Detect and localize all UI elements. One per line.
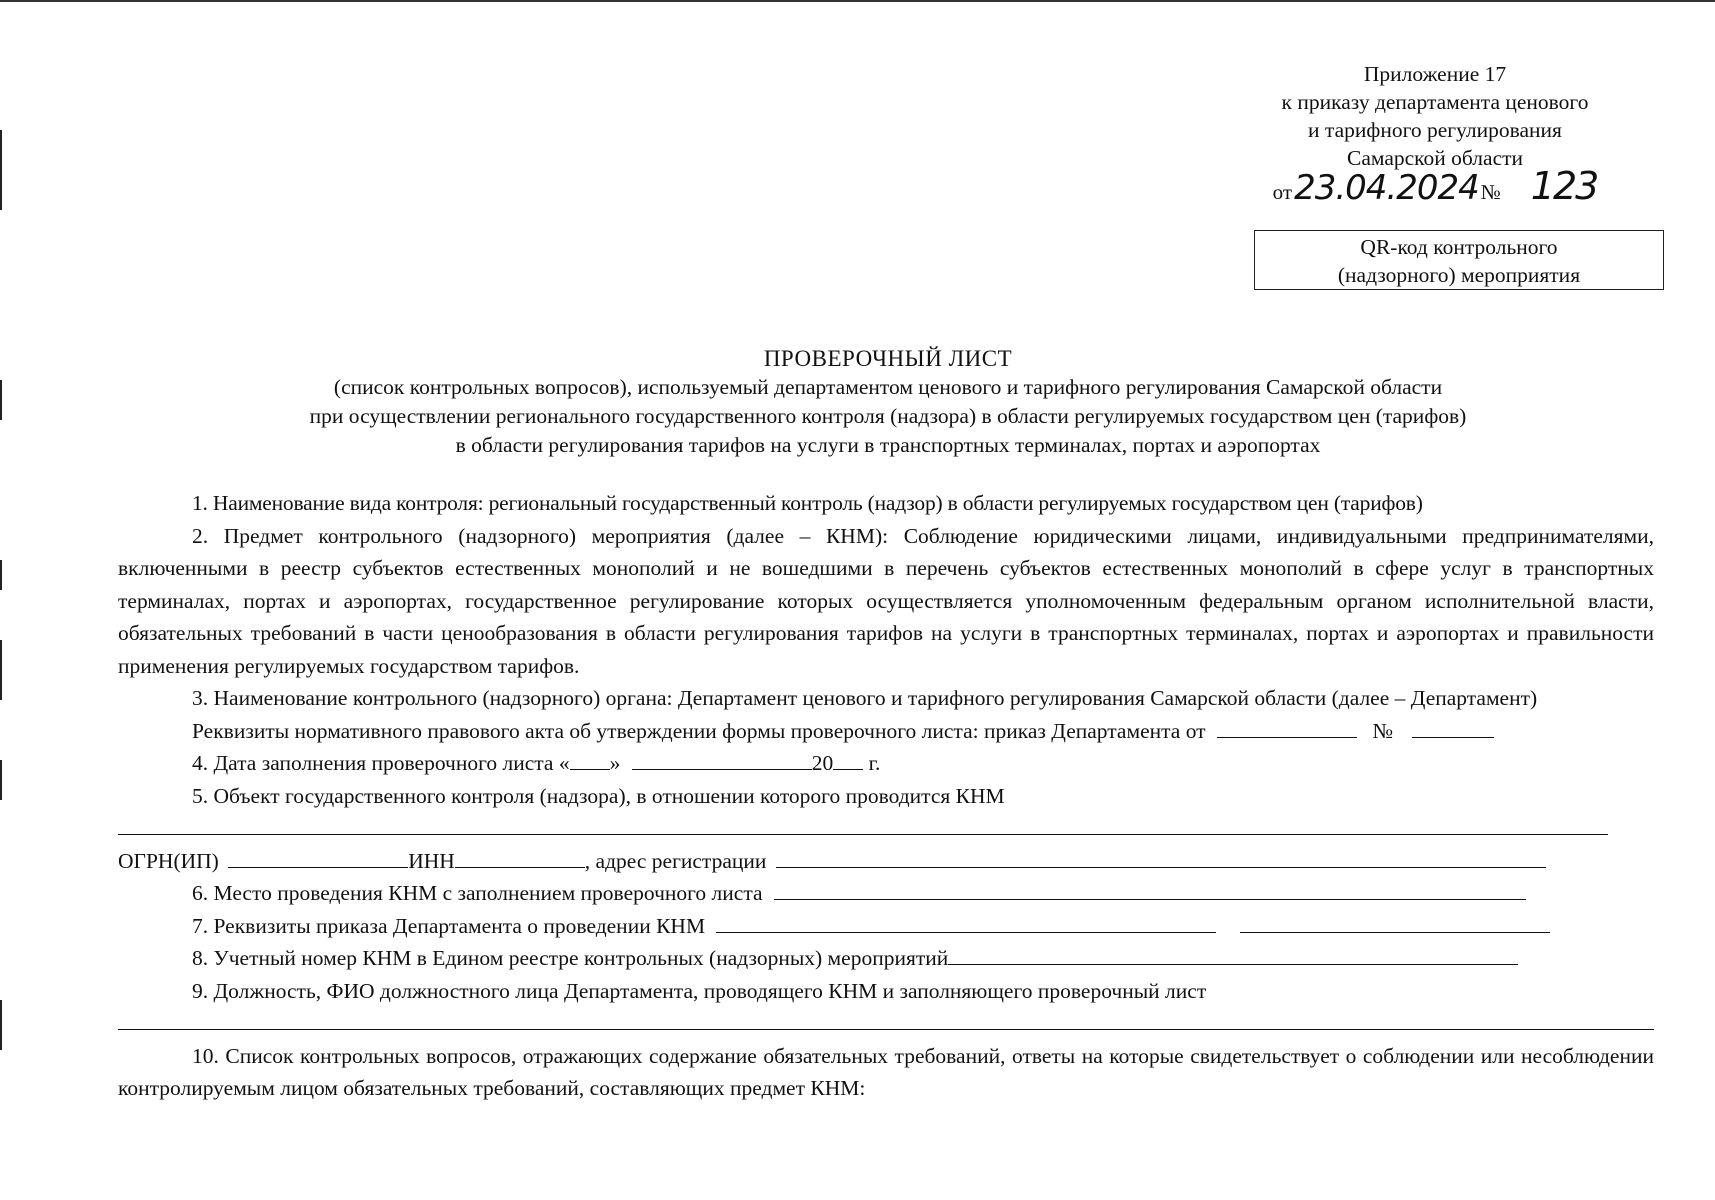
requisites-number-sign: №	[1372, 718, 1393, 743]
item-6-row	[118, 877, 1654, 910]
scan-margin-marks	[0, 120, 4, 1100]
item-7-row	[118, 910, 1654, 943]
requisites-number-field[interactable]	[1412, 719, 1494, 738]
handwritten-date: 23.04.2024	[1294, 168, 1479, 208]
date-prefix: от	[1272, 180, 1293, 204]
qr-box-line: QR-код контрольного	[1360, 235, 1558, 259]
appendix-line: и тарифного регулирования	[1308, 118, 1562, 142]
item-1: 1. Наименование вида контроля: региональный государственный контроль (надзор) в области регулируемых государством цен (тарифов)	[192, 491, 1423, 515]
quote-close: »	[609, 751, 621, 775]
handwritten-number: 123	[1530, 164, 1598, 208]
number-sign: №	[1480, 180, 1501, 204]
fill-month-field[interactable]	[632, 751, 812, 770]
order-date-number	[1272, 164, 1598, 208]
item-3: 3. Наименование контрольного (надзорного) органа: Департамент ценового и тарифного регулирования Самарской области (далее – Департамент)	[192, 686, 1538, 710]
appendix-line: Самарской области	[1346, 146, 1524, 170]
appendix-line: Приложение 17	[1363, 62, 1507, 86]
document-title: ПРОВЕРОЧНЫЙ ЛИСТ	[763, 346, 1013, 371]
requisites-row	[118, 715, 1654, 748]
official-name-field[interactable]	[118, 1029, 1654, 1030]
object-name-row[interactable]	[118, 812, 1654, 845]
order-requisites-field-2[interactable]	[1240, 914, 1550, 933]
item-10: 10. Список контрольных вопросов, отражающих содержание обязательных требований, ответы на которые свидетельствует о соблюдении или несоблюдении контролируемым лицом обязательных требований, составляющих предмет КНМ:	[118, 1043, 1654, 1100]
item-4-label: 4. Дата заполнения проверочного листа «	[192, 751, 570, 775]
item-2: 2. Предмет контрольного (надзорного) мероприятия (далее – КНМ): Соблюдение юридическими лицами, индивидуальными предпринимателями, включенными в реестр субъектов естественных монополий и не вошедшими в перечень субъектов естественных монополий в сфере услуг в транспортных терминалах, портах и аэропортах, государственное регулирование которых осуществляется уполномоченным федеральным органом исполнительной власти, обязательных требований в части ценообразования в области регулирования тарифов на услуги в транспортных терминалах, портах и аэропортах и правильности применения регулируемых государством тарифов.	[118, 523, 1654, 678]
title-subline: при осуществлении регионального государственного контроля (надзора) в области регулируемых государством цен (тарифов)	[309, 404, 1467, 428]
address-field[interactable]	[776, 849, 1546, 868]
inn-field[interactable]	[455, 849, 585, 868]
year-prefix: 20	[811, 751, 834, 775]
appendix-header	[1225, 60, 1645, 206]
item-8-row	[118, 942, 1654, 975]
official-name-row[interactable]	[118, 1007, 1654, 1040]
place-field[interactable]	[774, 881, 1526, 900]
top-border-rule	[0, 0, 1715, 2]
item-5-row	[118, 780, 1654, 813]
qr-box-line: (надзорного) мероприятия	[1337, 263, 1581, 287]
registry-number-field[interactable]	[948, 946, 1518, 965]
requisites-label: Реквизиты нормативного правового акта об утверждении формы проверочного листа: приказ Департамента от	[192, 718, 1206, 743]
item-4-row	[118, 747, 1654, 780]
item-8-label: 8. Учетный номер КНМ в Едином реестре контрольных (надзорных) мероприятий	[192, 946, 949, 970]
item-5-label: 5. Объект государственного контроля (надзора), в отношении которого проводится КНМ	[192, 783, 1005, 808]
qr-code-box	[1254, 230, 1664, 290]
year-suffix: г.	[868, 751, 881, 775]
item-6-label: 6. Место проведения КНМ с заполнением проверочного листа	[192, 881, 763, 905]
document-body	[118, 487, 1654, 1105]
inn-label: ИНН	[408, 848, 455, 873]
document-title-block	[118, 344, 1658, 460]
title-subline: в области регулирования тарифов на услуги в транспортных терминалах, портах и аэропортах	[455, 433, 1321, 457]
fill-day-field[interactable]	[570, 751, 610, 770]
requisites-date-field[interactable]	[1217, 719, 1357, 738]
address-label: , адрес регистрации	[584, 848, 767, 873]
ogrn-row	[118, 845, 1654, 878]
object-name-field[interactable]	[118, 834, 1608, 835]
fill-year-field[interactable]	[833, 751, 863, 770]
item-9-label: 9. Должность, ФИО должностного лица Департамента, проводящего КНМ и заполняющего проверочный лист	[192, 978, 1207, 1003]
title-subline: (список контрольных вопросов), используемый департаментом ценового и тарифного регулирования Самарской области	[333, 375, 1443, 399]
item-9-row	[118, 975, 1654, 1008]
ogrn-label: ОГРН(ИП)	[118, 848, 219, 873]
appendix-line: к приказу департамента ценового	[1281, 90, 1589, 114]
item-7-label: 7. Реквизиты приказа Департамента о проведении КНМ	[192, 913, 706, 938]
ogrn-field[interactable]	[228, 849, 408, 868]
order-requisites-field[interactable]	[716, 914, 1216, 933]
